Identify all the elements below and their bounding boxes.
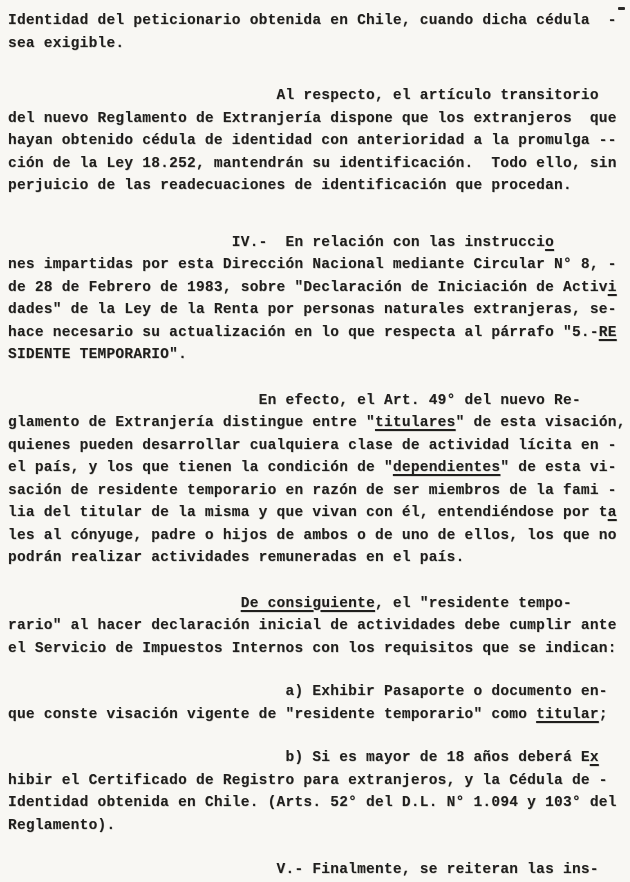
text-segment: lia del titular de la misma y que vivan con él, entendiéndose por t — [8, 505, 608, 521]
underlined-text: o — [545, 234, 555, 251]
paragraph — [8, 10, 630, 55]
paragraph — [8, 593, 630, 661]
text-segment: hayan obtenido cédula de identidad con anterioridad a la promulga -- — [8, 133, 617, 149]
text-segment: SIDENTE TEMPORARIO". — [8, 347, 188, 363]
document-line — [8, 547, 630, 570]
text-segment: sación de residente temporario en razón de ser miembros de la fami - — [8, 482, 617, 499]
text-segment: del nuevo Reglamento de Extranjería dispone que los extranjeros que — [8, 110, 617, 127]
document-line — [8, 277, 630, 300]
document-line — [8, 412, 630, 435]
text-segment: sea exigible. — [8, 35, 125, 52]
document-line — [8, 435, 630, 458]
underlined-text: titulares — [375, 415, 456, 431]
underlined-text: De consiguiente — [240, 595, 376, 612]
paragraph — [8, 85, 630, 198]
text-segment: glamento de Extranjería distingue entre " — [8, 415, 376, 431]
document-line — [8, 10, 630, 33]
text-segment: Identidad obtenida en Chile. (Arts. 52° del D.L. N° 1.094 y 103° del — [8, 795, 617, 811]
document-line — [8, 299, 630, 322]
scan-speck — [618, 7, 625, 10]
paragraph — [8, 747, 630, 837]
text-segment: que conste visación vigente de "residente temporario" como — [8, 706, 537, 723]
text-segment: a) Exhibir Pasaporte o documento en- — [8, 684, 608, 700]
text-segment: dades" de la Ley de la Renta por personas naturales extranjeras, se- — [8, 302, 617, 318]
text-segment: rario" al hacer declaración inicial de actividades debe cumplir ante — [8, 618, 617, 634]
document-line — [8, 33, 630, 56]
text-segment: Reglamento). — [8, 817, 116, 834]
document-line — [8, 704, 630, 727]
text-segment: hibir el Certificado de Registro para extranjeros, y la Cédula de - — [8, 772, 608, 789]
text-segment: " de esta visación, — [455, 415, 626, 431]
text-segment: ; — [598, 706, 608, 723]
underlined-text: titular — [536, 706, 599, 723]
text-segment: Identidad del peticionario obtenida en Chile, cuando dicha cédula - — [8, 13, 617, 29]
text-segment: podrán realizar actividades remuneradas en el país. — [8, 550, 465, 566]
underlined-text: i — [607, 279, 617, 296]
text-segment: nes impartidas por esta Dirección Nacional mediante Circular N° 8, - — [8, 257, 617, 273]
text-segment: perjuicio de las readecuaciones de identificación que procedan. — [8, 178, 572, 194]
document-line — [8, 480, 630, 503]
underlined-text: x — [589, 750, 599, 766]
document-line — [8, 859, 630, 882]
document-line — [8, 681, 630, 704]
paragraph — [8, 681, 630, 726]
document-line — [8, 130, 630, 153]
underlined-text: a — [607, 505, 617, 521]
document-line — [8, 322, 630, 345]
underlined-text: RE — [598, 324, 617, 341]
document-line — [8, 615, 630, 638]
paragraph — [8, 859, 630, 882]
text-segment: En efecto, el Art. 49° del nuevo Re- — [8, 392, 581, 409]
text-segment: ción de la Ley 18.252, mantendrán su identificación. Todo ello, sin — [8, 155, 617, 172]
text-segment: el Servicio de Impuestos Internos con los requisitos que se indican: — [8, 640, 617, 657]
text-segment: V.- Finalmente, se reiteran las ins- — [8, 862, 599, 878]
text-segment: " de esta vi- — [500, 460, 617, 476]
text-segment: de 28 de Febrero de 1983, sobre "Declaración de Iniciación de Activ — [8, 279, 608, 296]
paragraph — [8, 232, 630, 367]
document-line — [8, 747, 630, 770]
document-line — [8, 153, 630, 176]
document-line — [8, 254, 630, 277]
text-segment: Al respecto, el artículo transitorio — [8, 88, 599, 104]
document-line — [8, 593, 630, 616]
document-line — [8, 770, 630, 793]
document-line — [8, 108, 630, 131]
text-segment — [8, 596, 241, 612]
document-line — [8, 175, 630, 198]
document-line — [8, 85, 630, 108]
underlined-text: dependientes — [392, 460, 501, 476]
document-line — [8, 502, 630, 525]
paragraph — [8, 390, 630, 570]
document-line — [8, 815, 630, 838]
document-line — [8, 390, 630, 413]
document-line — [8, 638, 630, 661]
text-segment: quienes pueden desarrollar cualquiera clase de actividad lícita en - — [8, 437, 617, 454]
document-line — [8, 344, 630, 367]
text-segment: IV.- En relación con las instrucci — [8, 234, 546, 251]
document-line — [8, 232, 630, 255]
text-segment: el país, y los que tienen la condición de " — [8, 460, 393, 476]
text-segment: les al cónyuge, padre o hijos de ambos o de uno de ellos, los que no — [8, 527, 617, 544]
text-segment: b) Si es mayor de 18 años deberá E — [8, 750, 590, 766]
text-segment: , el "residente tempo- — [375, 595, 572, 612]
document-body — [8, 10, 630, 882]
document-line — [8, 457, 630, 480]
document-line — [8, 792, 630, 815]
document-line — [8, 525, 630, 548]
text-segment: hace necesario su actualización en lo que respecta al párrafo "5.- — [8, 324, 599, 341]
